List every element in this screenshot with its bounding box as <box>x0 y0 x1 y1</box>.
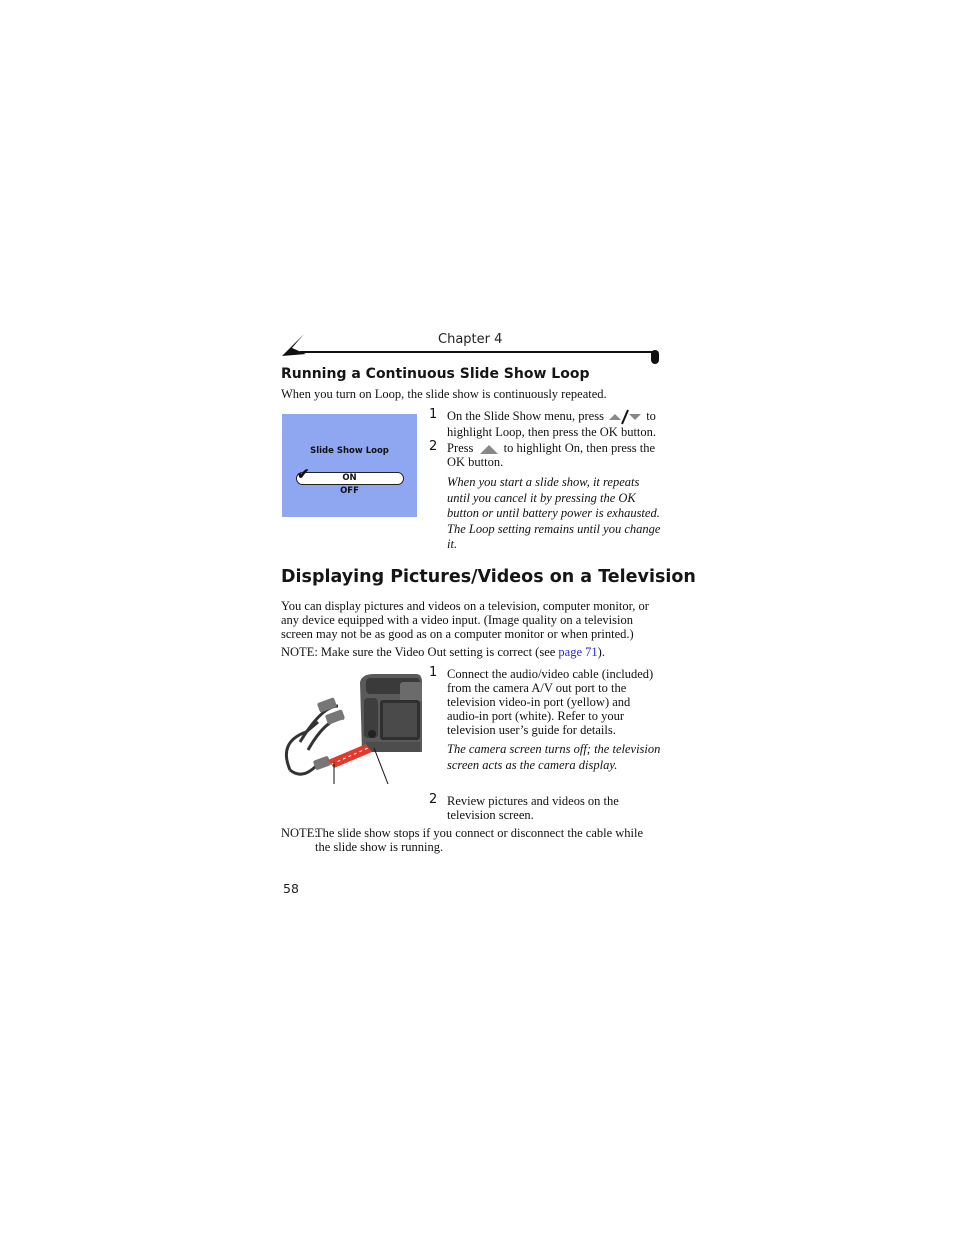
note-text: NOTE: Make sure the Video Out setting is correct (see <box>281 645 559 659</box>
slide-show-note: The slide show stops if you connect or disconnect the cable while the slide show is running. <box>315 826 644 854</box>
step-text-continued: to highlight Loop, then press the OK button. <box>447 409 657 440</box>
chapter-label: Chapter 4 <box>438 332 503 347</box>
note-text-end: ). <box>597 645 605 659</box>
note-label: NOTE: <box>281 826 318 840</box>
screen-menu-title: Slide Show Loop <box>310 446 389 456</box>
camera-screen-illustration <box>282 414 417 517</box>
loop-intro-text: When you turn on Loop, the slide show is continuously repeated. <box>281 387 607 401</box>
loop-italic-note: When you start a slide show, it repeats until you cancel it by pressing the OK button or until battery power is exhausted. The Loop setting remains until you change it. <box>447 475 661 551</box>
step-number: 2 <box>429 439 438 454</box>
screen-option-off: OFF <box>340 486 359 496</box>
up-arrow-icon <box>477 443 501 455</box>
tv-step-2: Review pictures and videos on the television screen. <box>447 794 619 822</box>
section-title-television: Displaying Pictures/Videos on a Television <box>281 567 696 587</box>
header-rule <box>300 351 654 353</box>
step-number: 1 <box>429 407 438 422</box>
step-text: On the Slide Show menu, press <box>447 409 604 423</box>
checkmark-icon: ✔ <box>297 467 310 483</box>
video-out-note <box>281 645 605 659</box>
camera-cable-illustration <box>282 672 424 784</box>
tv-italic-note: The camera screen turns off; the television screen acts as the camera display. <box>447 742 661 772</box>
step-number: 1 <box>429 665 438 680</box>
up-down-arrows-icon <box>607 409 643 425</box>
television-intro-text: You can display pictures and videos on a television, computer monitor, or any device equipped with a video input. (Image quality on a television screen may not be as good as on a computer monitor or when printed.) <box>281 599 649 641</box>
step-text-continued: to highlight On, then press the OK button. <box>447 441 656 470</box>
page-number: 58 <box>283 881 299 896</box>
screen-option-on: ON <box>342 473 357 483</box>
step-text: Press <box>447 441 474 455</box>
loop-step-2 <box>447 441 662 469</box>
page-link[interactable]: page 71 <box>558 645 598 659</box>
section-title-loop: Running a Continuous Slide Show Loop <box>281 366 590 382</box>
step-number: 2 <box>429 792 438 807</box>
tv-step-1: Connect the audio/video cable (included) from the camera A/V out port to the television video-in port (yellow) and audio-in port (white). Refer to your television user’s guide for details. <box>447 667 654 737</box>
loop-step-1 <box>447 409 662 439</box>
header-rule-end <box>651 350 659 364</box>
